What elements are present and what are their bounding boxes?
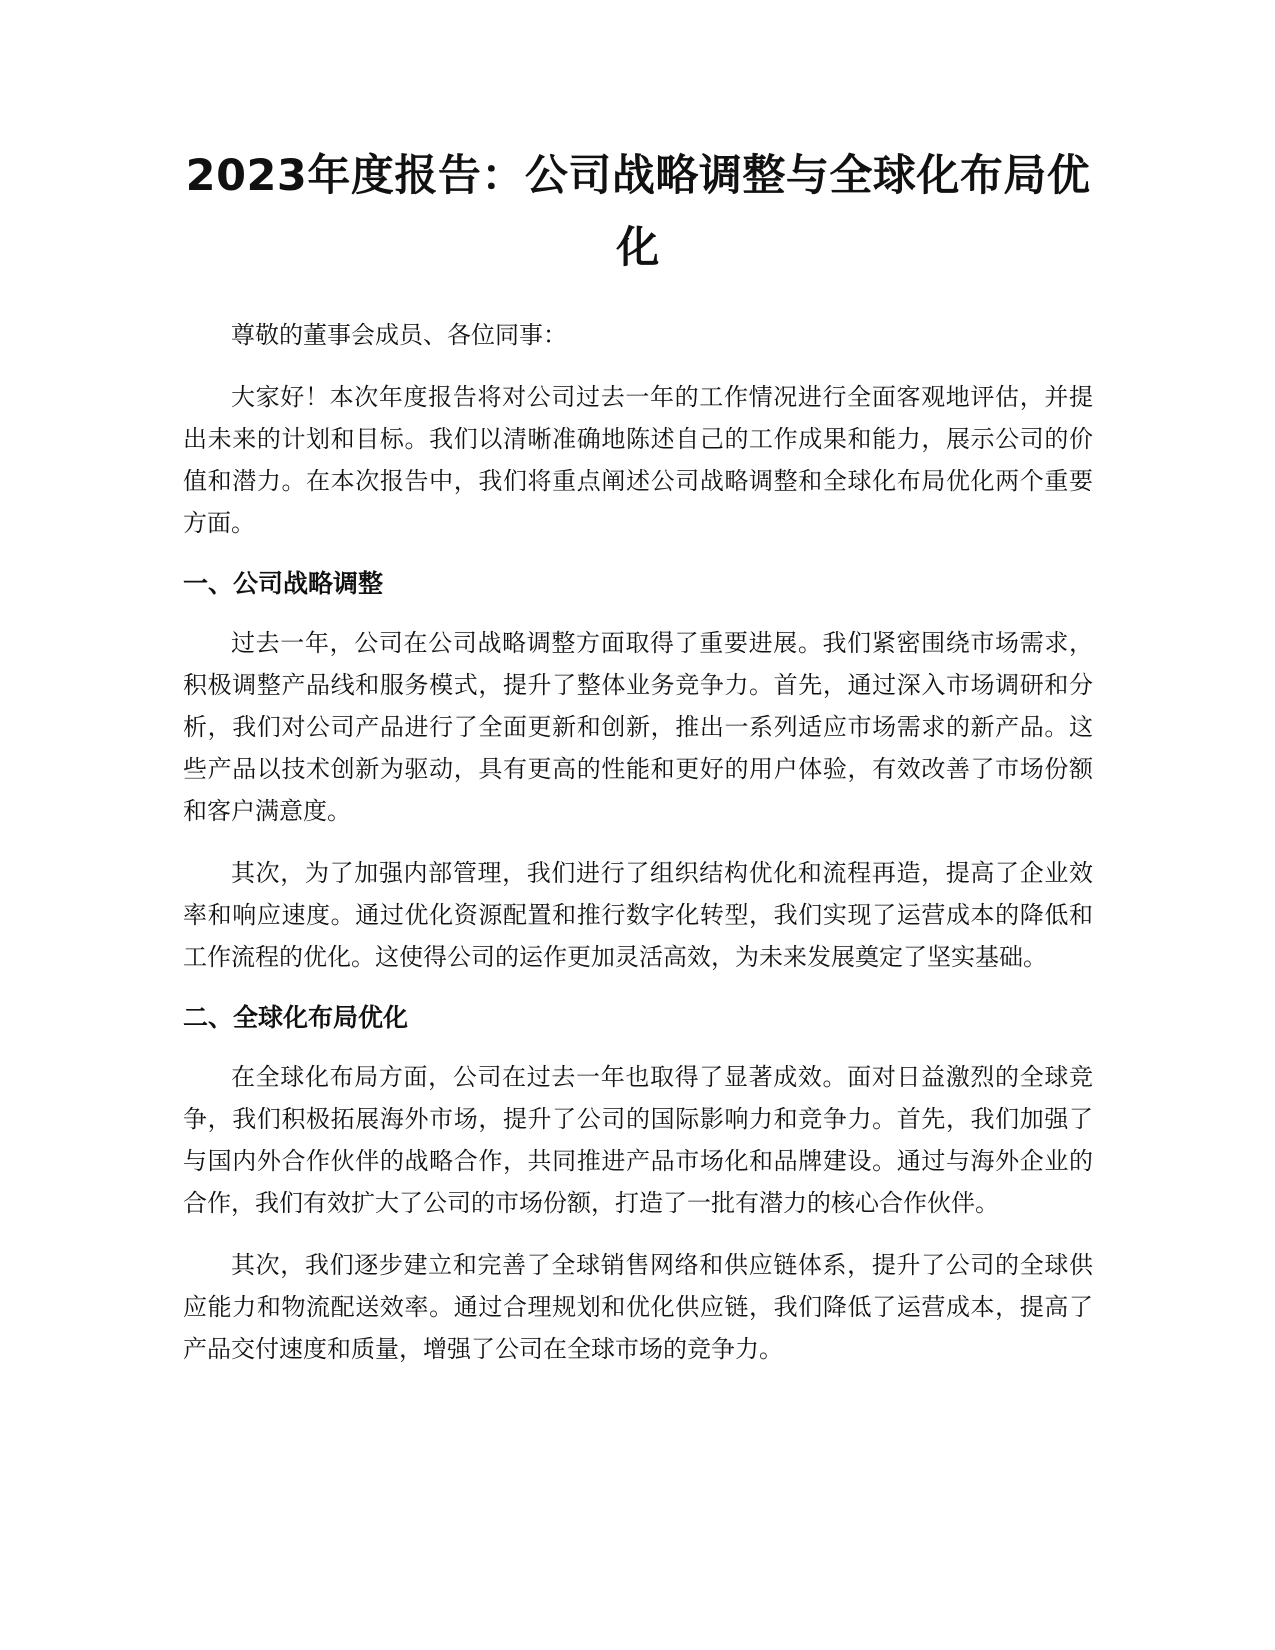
intro-paragraph: 大家好！本次年度报告将对公司过去一年的工作情况进行全面客观地评估，并提出未来的计划和目标。我们以清晰准确地陈述自己的工作成果和能力，展示公司的价值和潜力。在本次报告中，我们将重点阐述公司战略调整和全球化布局优化两个重要方面。 (183, 383, 1093, 537)
body-paragraph: 其次，我们逐步建立和完善了全球销售网络和供应链体系，提升了公司的全球供应能力和物流配送效率。通过合理规划和优化供应链，我们降低了运营成本，提高了产品交付速度和质量，增强了公司在全球市场的竞争力。 (183, 1251, 1093, 1363)
section-heading-strategy: 一、公司战略调整 (183, 569, 384, 598)
body-paragraph: 在全球化布局方面，公司在过去一年也取得了显著成效。面对日益激烈的全球竞争，我们积极拓展海外市场，提升了公司的国际影响力和竞争力。首先，我们加强了与国内外合作伙伴的战略合作，共同推进产品市场化和品牌建设。通过与海外企业的合作，我们有效扩大了公司的市场份额，打造了一批有潜力的核心合作伙伴。 (183, 1063, 1093, 1217)
body-paragraph: 过去一年，公司在公司战略调整方面取得了重要进展。我们紧密围绕市场需求，积极调整产品线和服务模式，提升了整体业务竞争力。首先，通过深入市场调研和分析，我们对公司产品进行了全面更新和创新，推出一系列适应市场需求的新产品。这些产品以技术创新为驱动，具有更高的性能和更好的用户体验，有效改善了市场份额和客户满意度。 (183, 629, 1093, 825)
salutation: 尊敬的董事会成员、各位同事： (231, 321, 567, 349)
body-paragraph: 其次，为了加强内部管理，我们进行了组织结构优化和流程再造，提高了企业效率和响应速度。通过优化资源配置和推行数字化转型，我们实现了运营成本的降低和工作流程的优化。这使得公司的运作更加灵活高效，为未来发展奠定了坚实基础。 (183, 859, 1093, 971)
document-page (183, 140, 1093, 1390)
section-heading-globalization: 二、全球化布局优化 (183, 1003, 409, 1032)
document-title: 2023年度报告：公司战略调整与全球化布局优化 (185, 151, 1091, 273)
